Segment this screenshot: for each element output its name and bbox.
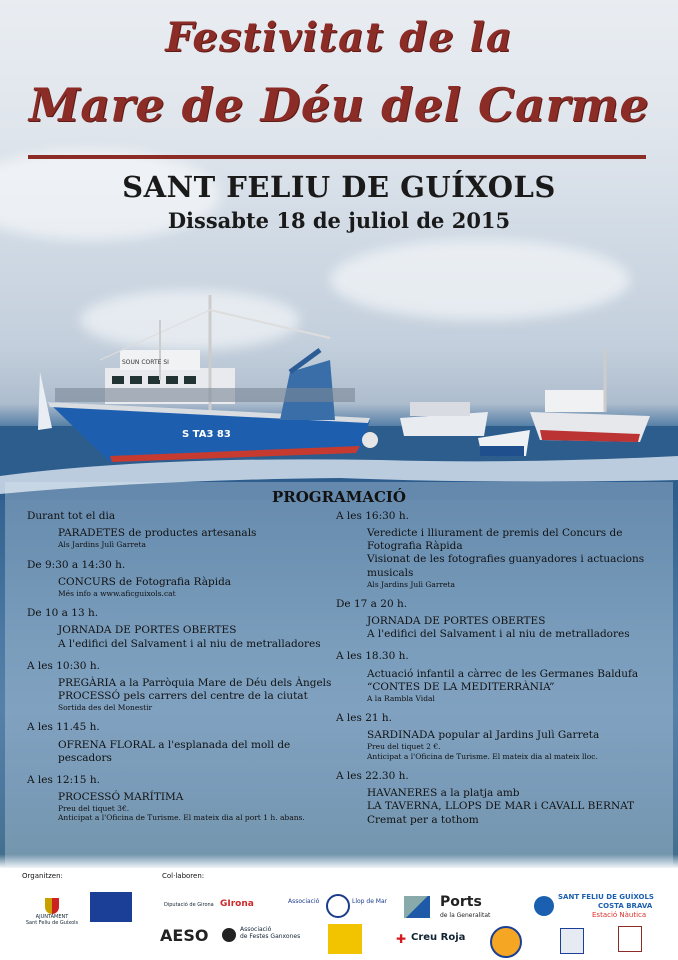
llop-de-mar-text: Llop de Mar	[352, 898, 388, 905]
entry-activity: HAVANERES a la platja amb	[367, 787, 520, 800]
entry-activity: Veredicte i lliurament de premis del Concurs de Fotografia Ràpida	[367, 527, 623, 553]
estacio-nautica-text: Estació Nàutica	[592, 911, 647, 919]
program-entry	[27, 660, 332, 722]
entry-note: Anticipat a l'Oficina de Turisme. El mateix dia al port 1 h. abans.	[58, 813, 305, 823]
program-entry	[27, 721, 332, 773]
entry-activity: “CONTES DE LA MEDITERRÀNIA”	[367, 680, 555, 693]
entry-time: A les 21 h.	[336, 712, 393, 725]
program-heading: PROGRAMACIÓ	[272, 488, 406, 506]
entry-note: Sortida des del Monestir	[58, 703, 153, 712]
entry-time: A les 11.45 h.	[27, 721, 100, 734]
title-line-2: Mare de Déu del Carme	[28, 78, 650, 132]
entry-time: A les 10:30 h.	[27, 659, 100, 672]
entry-activity: SARDINADA popular al Jardins Julì Garreta	[367, 729, 600, 742]
fishing-boat-right	[530, 350, 650, 442]
entry-activity: Cremat per a tothom	[367, 813, 479, 826]
entry-time: A les 22.30 h.	[336, 770, 409, 783]
shield-icon	[45, 898, 59, 914]
cross-icon: ✚	[396, 932, 407, 946]
ajuntament-label: AJUNTAMENT Sant Feliu de Guíxols	[25, 914, 79, 926]
entry-note: Preu del tiquet 3€.	[58, 804, 130, 813]
entry-time: A les 12:15 h.	[27, 773, 100, 786]
entry-note: A la Rambla Vidal	[367, 693, 435, 703]
entry-note: Als Jardins Julì Garreta	[367, 579, 455, 589]
dancers-icon	[618, 926, 642, 952]
festes-ganxones-icon	[222, 928, 236, 942]
hull-registration: S TA3 83	[182, 429, 231, 440]
entry-activity: LA TAVERNA, LLOPS DE MAR i CAVALL BERNAT	[367, 800, 635, 813]
entry-activity: JORNADA DE PORTES OBERTES	[367, 615, 546, 628]
entry-time: De 17 a 20 h.	[336, 598, 408, 610]
program-right-column	[336, 510, 656, 836]
town-name: SANT FELIU DE GUÍXOLS	[122, 170, 556, 204]
passenger-boat	[400, 402, 488, 436]
ports-sub: de la Generalitat	[440, 912, 491, 919]
festes-ganxones-logo: Associació de Festes Ganxones	[240, 926, 301, 941]
collaborators-label: Col·laboren:	[162, 872, 205, 880]
costa-brava-icon	[534, 896, 554, 916]
event-date: Dissabte 18 de juliol de 2015	[167, 208, 511, 233]
ajuntament-logo	[22, 898, 82, 926]
program-entry	[27, 559, 332, 608]
ports-icon	[404, 896, 430, 918]
festes-logo	[90, 892, 132, 922]
boats-scene	[0, 280, 678, 500]
entry-activity: JORNADA DE PORTES OBERTES	[58, 624, 237, 637]
entry-time: Durant tot el dia	[27, 510, 116, 522]
emblem-icon	[560, 928, 584, 954]
cabin-name: SOUN CORTE SI	[122, 359, 169, 366]
program-entry	[336, 712, 656, 770]
entry-activity: PREGÀRIA a la Parròquia Mare de Déu dels Àngels	[58, 676, 332, 689]
entry-note: Anticipat a l'Oficina de Turisme. El mateix dia al mateix lloc.	[367, 751, 598, 761]
entry-time: A les 16:30 h.	[336, 510, 409, 522]
entry-activity: CONCURS de Fotografia Ràpida	[58, 575, 232, 588]
program-entry	[336, 598, 656, 650]
creu-roja-logo: Creu Roja	[411, 932, 466, 943]
sfg-costa-text: SANT FELIU DE GUÍXOLS	[558, 893, 654, 901]
program-entry	[336, 510, 656, 598]
entry-activity: Actuació infantil a càrrec de les Germanes Baldufa	[367, 667, 639, 680]
boats-illustration	[0, 280, 678, 500]
fishing-boat-main	[48, 295, 378, 462]
title-line-1: Festivitat de la	[165, 14, 513, 61]
program-entry	[336, 770, 656, 836]
proteccio-civil-icon	[490, 926, 522, 958]
associacio-logo-text: Associació	[288, 898, 320, 905]
program-entry	[27, 607, 332, 659]
entry-activity: Visionat de les fotografies guanyadores i actuacions musicals	[367, 553, 645, 579]
entry-activity: A l'edifici del Salvament i al niu de metralladores	[367, 628, 630, 641]
girona-logo: GIrona	[220, 899, 254, 909]
llop-de-mar-icon	[326, 894, 350, 918]
aeso-logo: AESO	[160, 926, 209, 945]
entry-time: A les 18.30 h.	[336, 650, 409, 663]
entry-note: Preu del tiquet 2 €.	[367, 742, 441, 752]
organizers-label: Organitzen:	[22, 872, 63, 880]
entry-activity: PARADETES de productes artesanals	[58, 527, 257, 540]
program-entry	[27, 774, 332, 832]
entry-activity: PROCESSÓ pels carrers del centre de la ciutat	[58, 689, 308, 702]
entry-time: De 10 a 13 h.	[27, 607, 99, 620]
program-entry	[336, 650, 656, 712]
program-left-column	[27, 510, 332, 832]
entry-note: Més info a www.aficguixols.cat	[58, 588, 176, 598]
entry-activity: A l'edifici del Salvament i al niu de metralladores	[58, 637, 321, 650]
costa-brava-text: COSTA BRAVA	[598, 902, 653, 910]
sailboat-icon	[38, 372, 52, 430]
sponsors-footer	[0, 868, 678, 960]
entry-activity: OFRENA FLORAL a l'esplanada del moll de pescadors	[58, 738, 291, 764]
entry-activity: PROCESSÓ MARÍTIMA	[58, 790, 184, 803]
diputacio-logo: Diputació de Girona	[164, 902, 214, 908]
program-entry	[27, 510, 332, 559]
ports-logo: Ports	[440, 894, 482, 910]
title-rule	[28, 155, 646, 159]
cartoon-logo	[328, 924, 362, 954]
entry-note: Als Jardins Julì Garreta	[58, 540, 146, 550]
entry-time: De 9:30 a 14:30 h.	[27, 558, 126, 571]
